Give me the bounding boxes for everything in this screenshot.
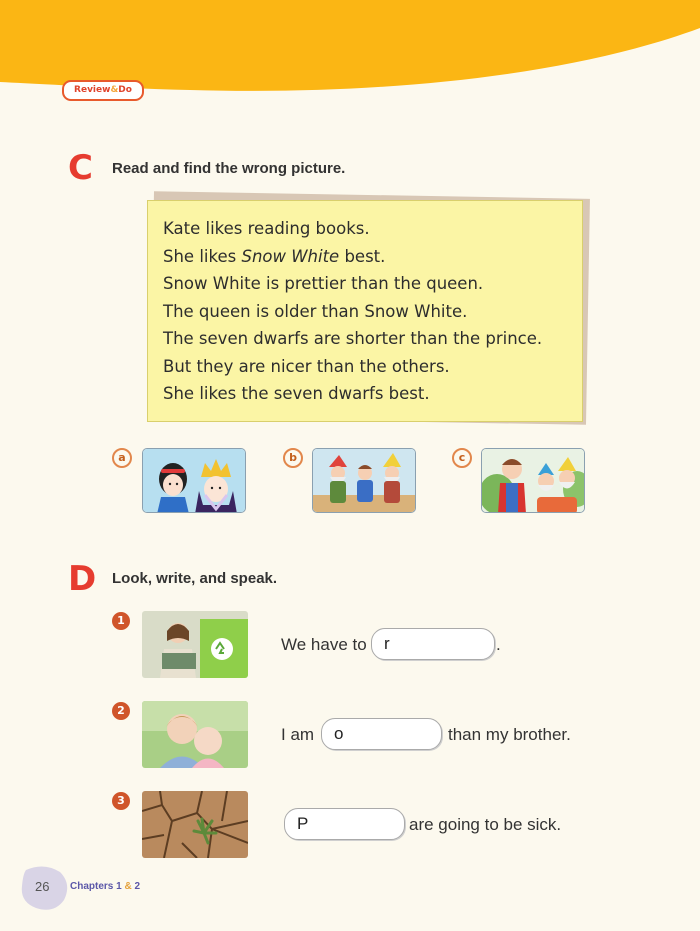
story-line: Kate likes reading books. (163, 219, 370, 238)
page-number: 26 (35, 879, 50, 894)
story-line: But they are nicer than the others. (163, 356, 450, 376)
option-c-label[interactable]: c (452, 448, 472, 468)
item-number-3: 3 (112, 792, 130, 810)
sentence-3-after: are going to be sick. (409, 815, 562, 834)
item-number-2: 2 (112, 702, 130, 720)
answer-input-1[interactable]: r (371, 628, 495, 660)
story-note (147, 200, 583, 422)
section-d-letter: D (68, 559, 97, 599)
item-number-1: 1 (112, 612, 130, 630)
story-line: The seven dwarfs are shorter than the prince. (163, 329, 543, 348)
section-c-title: Read and find the wrong picture. (112, 160, 346, 177)
answer-input-2[interactable]: o (321, 718, 442, 750)
sentence-2-before: I am (281, 725, 315, 744)
recycling-photo (142, 611, 248, 678)
option-c-picture[interactable] (481, 448, 585, 513)
story-line: The queen is older than Snow White. (163, 301, 468, 321)
story-line: She likes Snow White best. (163, 246, 386, 266)
drought-plant-photo (142, 791, 248, 858)
section-c-letter: C (68, 148, 93, 188)
section-d-title: Look, write, and speak. (112, 570, 278, 587)
review-do-badge: Review&Do (62, 80, 144, 101)
option-a-label[interactable]: a (112, 448, 132, 468)
siblings-photo (142, 701, 248, 768)
sentence-1-after: . (496, 635, 501, 654)
option-b-label[interactable]: b (283, 448, 303, 468)
option-b-picture[interactable] (312, 448, 416, 513)
option-a-picture[interactable] (142, 448, 246, 513)
chapters-label: Chapters 1 & 2 (70, 881, 141, 892)
sentence-1-before: We have to (281, 635, 367, 654)
answer-input-3[interactable]: P (284, 808, 405, 840)
sentence-2-after: than my brother. (448, 725, 571, 744)
story-line: She likes the seven dwarfs best. (163, 384, 430, 403)
story-line: Snow White is prettier than the queen. (163, 274, 484, 293)
